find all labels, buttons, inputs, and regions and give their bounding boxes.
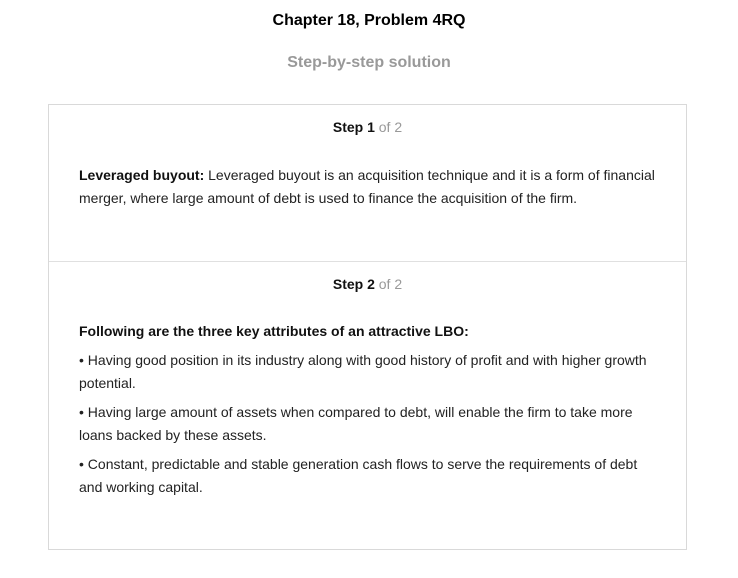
step-2-bullet-2: • Having large amount of assets when compared to debt, will enable the firm to take more loans backed by these assets.: [79, 404, 633, 443]
step-1-count: of 2: [378, 119, 403, 135]
solution-subtitle: Step-by-step solution: [287, 54, 451, 71]
step-2-bullet-1: • Having good position in its industry along with good history of profit and with higher growth potential.: [79, 352, 647, 391]
page-title: Chapter 18, Problem 4RQ: [272, 12, 466, 29]
step-1-text: Leveraged buyout is an acquisition technique and it is a form of financial merger, where large amount of debt is used to finance the acquisition of the firm.: [79, 167, 655, 206]
step-1-section: [49, 105, 686, 262]
step-1-label: Step 1: [332, 119, 375, 135]
step-2-count: of 2: [378, 276, 403, 292]
solution-box: [48, 104, 687, 550]
step-2-header: [49, 276, 686, 292]
step-2-body: [79, 320, 656, 505]
step-2-section: [49, 262, 686, 549]
step-2-heading: Following are the three key attributes of an attractive LBO:: [79, 323, 469, 339]
step-2-label: Step 2: [332, 276, 375, 292]
step-1-body: [79, 164, 656, 210]
step-2-bullet-3: • Constant, predictable and stable generation cash flows to serve the requirements of debt and working capital.: [79, 456, 638, 495]
step-1-term: Leveraged buyout:: [79, 167, 205, 183]
step-1-header: [49, 119, 686, 135]
